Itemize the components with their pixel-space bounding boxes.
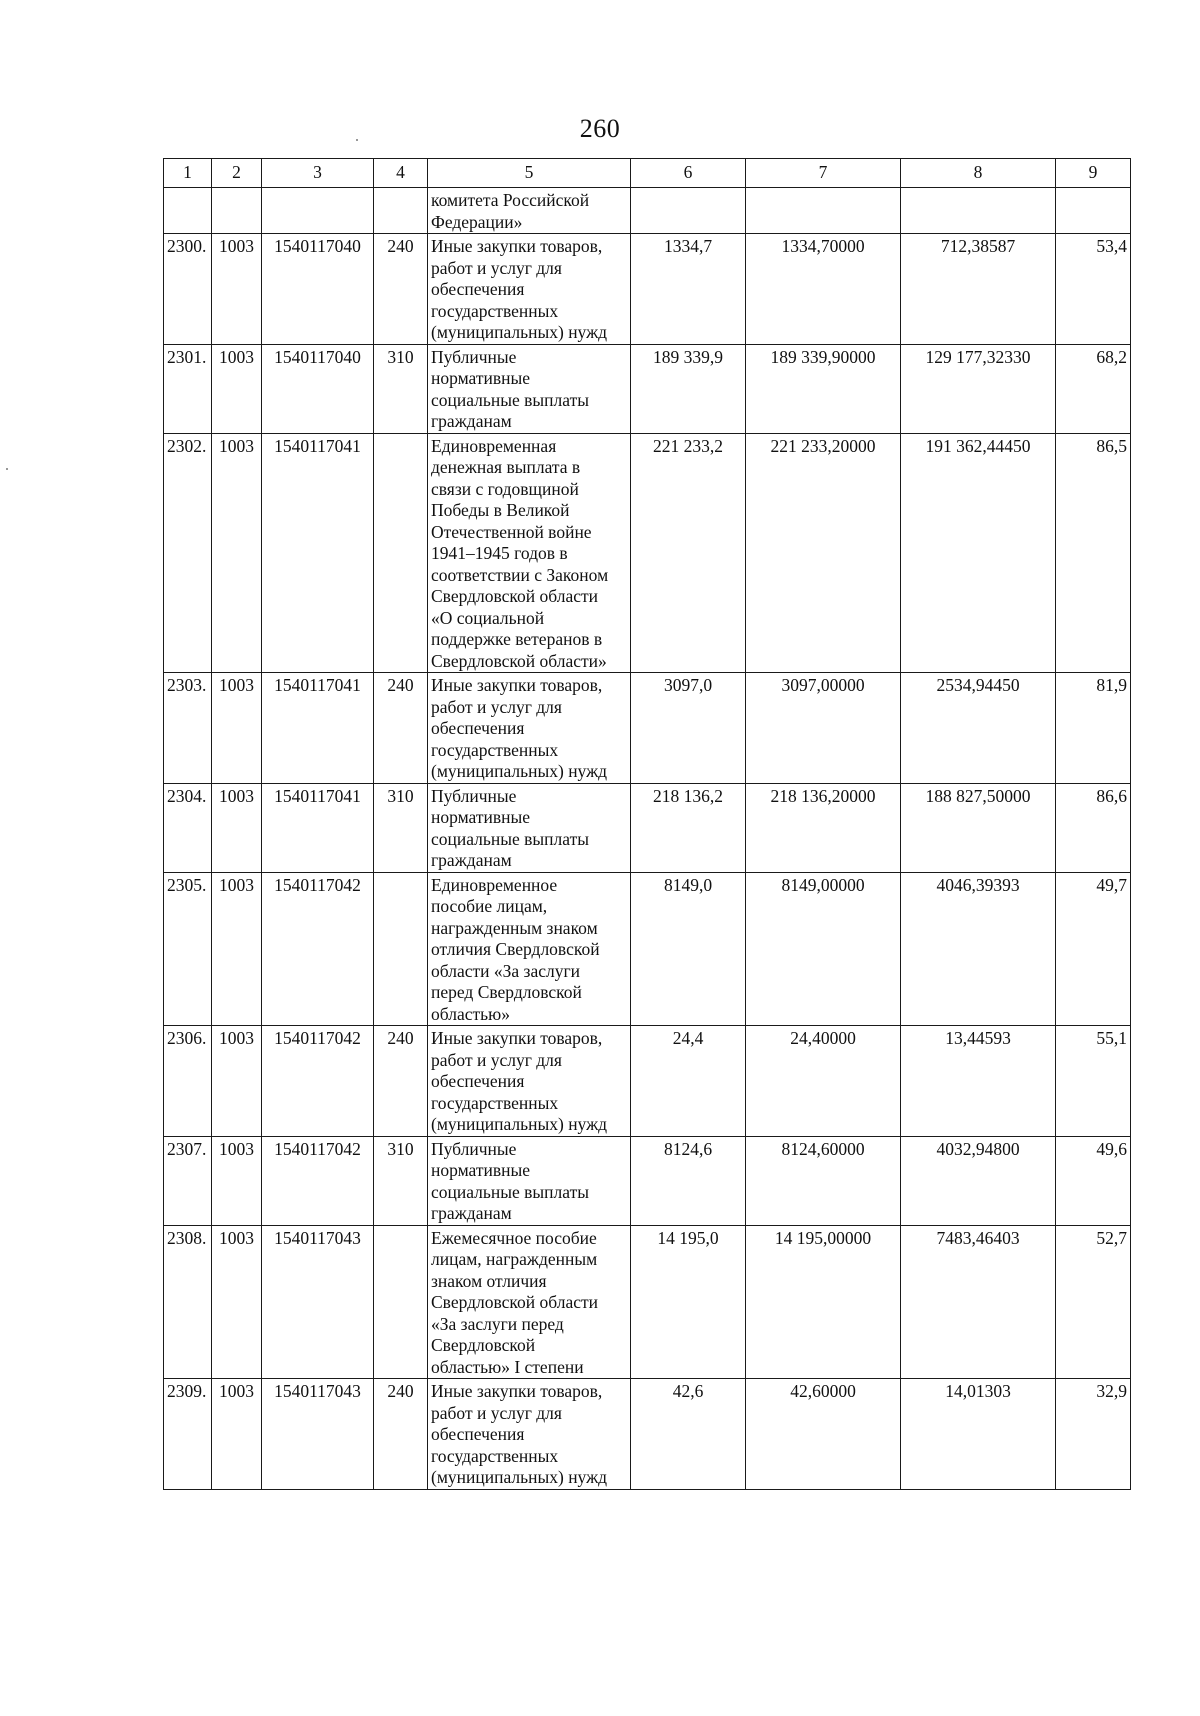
description-line: нормативные	[431, 368, 531, 388]
table-row	[164, 783, 1131, 872]
description-line: обеспечения	[431, 1424, 525, 1444]
refined-value: 42,60000	[746, 1379, 901, 1490]
description-line: гражданам	[431, 1203, 512, 1223]
description-line: гражданам	[431, 411, 512, 431]
percent-value: 49,7	[1056, 872, 1131, 1026]
description-line: социальные выплаты	[431, 389, 589, 410]
section-code: 1003	[212, 1026, 262, 1137]
description-line: областью» I степени	[431, 1356, 584, 1377]
refined-value: 1334,70000	[746, 234, 901, 345]
description-line: соответствии с Законом	[431, 564, 609, 585]
row-number: 2303.	[164, 673, 212, 784]
target-code: 1540117042	[262, 1136, 374, 1225]
table-row	[164, 344, 1131, 433]
expense-type-code: 310	[374, 783, 428, 872]
table-row	[164, 234, 1131, 345]
percent-value: 86,6	[1056, 783, 1131, 872]
description-line: Иные закупки товаров,	[431, 236, 603, 256]
header-col-2: 2	[212, 159, 262, 188]
table-row	[164, 1379, 1131, 1490]
section-code: 1003	[212, 1225, 262, 1379]
actual-value: 14,01303	[901, 1379, 1056, 1490]
description-line: работ и услуг для	[431, 1402, 562, 1423]
expense-type-code: 240	[374, 234, 428, 345]
table-row	[164, 872, 1131, 1026]
actual-value	[901, 188, 1056, 234]
description-line: государственных	[431, 300, 559, 321]
description-line: областью»	[431, 1003, 510, 1024]
table-row	[164, 433, 1131, 673]
table-row	[164, 673, 1131, 784]
header-col-7: 7	[746, 159, 901, 188]
description-line: комитета Российской	[431, 190, 590, 210]
percent-value: 49,6	[1056, 1136, 1131, 1225]
description-line: знаком отличия	[431, 1270, 547, 1291]
section-code: 1003	[212, 673, 262, 784]
percent-value	[1056, 188, 1131, 234]
refined-value: 24,40000	[746, 1026, 901, 1137]
row-number: 2308.	[164, 1225, 212, 1379]
description	[428, 1026, 631, 1137]
description-line: Единовременное	[431, 874, 558, 895]
description-line: гражданам	[431, 850, 512, 870]
description-line: перед Свердловской	[431, 982, 582, 1002]
header-col-1: 1	[164, 159, 212, 188]
description-line: Единовременная	[431, 435, 557, 456]
description	[428, 234, 631, 345]
description-line: поддержке ветеранов в	[431, 629, 603, 649]
description-line: Иные закупки товаров,	[431, 1028, 603, 1048]
description-line: Отечественной войне	[431, 521, 592, 542]
header-col-5: 5	[428, 159, 631, 188]
refined-value: 14 195,00000	[746, 1225, 901, 1379]
description-line: Публичные	[431, 346, 517, 367]
target-code: 1540117040	[262, 344, 374, 433]
section-code: 1003	[212, 783, 262, 872]
section-code: 1003	[212, 234, 262, 345]
description-line: социальные выплаты	[431, 1181, 589, 1202]
description-line: 1941–1945 годов в	[431, 543, 568, 563]
description-line: государственных	[431, 1445, 559, 1466]
section-code: 1003	[212, 344, 262, 433]
target-code: 1540117040	[262, 234, 374, 345]
actual-value: 4032,94800	[901, 1136, 1056, 1225]
header-col-8: 8	[901, 159, 1056, 188]
target-code: 1540117042	[262, 1026, 374, 1137]
expense-type-code	[374, 1225, 428, 1379]
actual-value: 13,44593	[901, 1026, 1056, 1137]
plan-value: 1334,7	[631, 234, 746, 345]
description-line: «О социальной	[431, 607, 545, 628]
percent-value: 86,5	[1056, 433, 1131, 673]
plan-value: 42,6	[631, 1379, 746, 1490]
header-col-4: 4	[374, 159, 428, 188]
description-line: Публичные	[431, 1138, 517, 1159]
description-line: обеспечения	[431, 718, 525, 738]
description-line: государственных	[431, 739, 559, 760]
description-line: награжденным знаком	[431, 917, 598, 938]
expense-type-code	[374, 188, 428, 234]
row-number: 2304.	[164, 783, 212, 872]
plan-value: 218 136,2	[631, 783, 746, 872]
description	[428, 344, 631, 433]
description-line: связи с годовщиной	[431, 478, 579, 499]
plan-value: 24,4	[631, 1026, 746, 1137]
refined-value: 8124,60000	[746, 1136, 901, 1225]
description-line: Свердловской области»	[431, 650, 607, 671]
plan-value: 3097,0	[631, 673, 746, 784]
target-code: 1540117041	[262, 673, 374, 784]
row-number: 2305.	[164, 872, 212, 1026]
description-line: нормативные	[431, 1160, 531, 1180]
actual-value: 191 362,44450	[901, 433, 1056, 673]
refined-value: 8149,00000	[746, 872, 901, 1026]
row-number: 2309.	[164, 1379, 212, 1490]
header-col-3: 3	[262, 159, 374, 188]
percent-value: 55,1	[1056, 1026, 1131, 1137]
description	[428, 188, 631, 234]
target-code: 1540117042	[262, 872, 374, 1026]
expense-type-code: 310	[374, 1136, 428, 1225]
description-line: Иные закупки товаров,	[431, 675, 603, 695]
percent-value: 53,4	[1056, 234, 1131, 345]
plan-value: 8124,6	[631, 1136, 746, 1225]
row-number: 2302.	[164, 433, 212, 673]
table-row	[164, 1225, 1131, 1379]
description-line: государственных	[431, 1092, 559, 1113]
budget-table	[163, 158, 1131, 1490]
description	[428, 783, 631, 872]
plan-value: 8149,0	[631, 872, 746, 1026]
section-code: 1003	[212, 1379, 262, 1490]
plan-value: 14 195,0	[631, 1225, 746, 1379]
description-line: работ и услуг для	[431, 1049, 562, 1070]
description-line: обеспечения	[431, 1071, 525, 1091]
row-number: 2301.	[164, 344, 212, 433]
refined-value: 221 233,20000	[746, 433, 901, 673]
description-line: отличия Свердловской	[431, 939, 600, 959]
description-line: Свердловской области	[431, 586, 599, 606]
description	[428, 1225, 631, 1379]
plan-value: 221 233,2	[631, 433, 746, 673]
description-line: Федерации»	[431, 211, 523, 232]
table-body	[164, 188, 1131, 1490]
target-code: 1540117043	[262, 1225, 374, 1379]
description-line: (муниципальных) нужд	[431, 1467, 608, 1487]
description-line: работ и услуг для	[431, 257, 562, 278]
description-line: лицам, награжденным	[431, 1249, 598, 1269]
refined-value: 218 136,20000	[746, 783, 901, 872]
description-line: Свердловской области	[431, 1292, 599, 1312]
section-code	[212, 188, 262, 234]
description	[428, 673, 631, 784]
target-code: 1540117041	[262, 783, 374, 872]
refined-value: 189 339,90000	[746, 344, 901, 433]
plan-value	[631, 188, 746, 234]
description-line: Публичные	[431, 785, 517, 806]
header-col-6: 6	[631, 159, 746, 188]
target-code: 1540117041	[262, 433, 374, 673]
description-line: «За заслуги перед	[431, 1313, 564, 1334]
description-line: работ и услуг для	[431, 696, 562, 717]
actual-value: 712,38587	[901, 234, 1056, 345]
description-line: Иные закупки товаров,	[431, 1381, 603, 1401]
percent-value: 81,9	[1056, 673, 1131, 784]
expense-type-code: 240	[374, 673, 428, 784]
description-line: (муниципальных) нужд	[431, 761, 608, 781]
description-line: Ежемесячное пособие	[431, 1227, 597, 1248]
row-number	[164, 188, 212, 234]
description	[428, 433, 631, 673]
table-row	[164, 188, 1131, 234]
section-code: 1003	[212, 433, 262, 673]
page-number: 260	[579, 114, 621, 143]
description	[428, 1136, 631, 1225]
percent-value: 52,7	[1056, 1225, 1131, 1379]
row-number: 2306.	[164, 1026, 212, 1137]
percent-value: 68,2	[1056, 344, 1131, 433]
description-line: социальные выплаты	[431, 828, 589, 849]
description	[428, 872, 631, 1026]
description-line: Свердловской	[431, 1335, 536, 1355]
refined-value	[746, 188, 901, 234]
percent-value: 32,9	[1056, 1379, 1131, 1490]
scan-speck	[356, 139, 358, 141]
table-header-row	[164, 159, 1131, 188]
description-line: нормативные	[431, 807, 531, 827]
expense-type-code: 310	[374, 344, 428, 433]
description-line: обеспечения	[431, 279, 525, 299]
expense-type-code: 240	[374, 1026, 428, 1137]
section-code: 1003	[212, 1136, 262, 1225]
expense-type-code	[374, 872, 428, 1026]
table-row	[164, 1026, 1131, 1137]
description	[428, 1379, 631, 1490]
row-number: 2307.	[164, 1136, 212, 1225]
description-line: Победы в Великой	[431, 500, 570, 520]
description-line: (муниципальных) нужд	[431, 1114, 608, 1134]
scan-speck	[6, 468, 8, 470]
refined-value: 3097,00000	[746, 673, 901, 784]
section-code: 1003	[212, 872, 262, 1026]
description-line: области «За заслуги	[431, 960, 581, 981]
description-line: (муниципальных) нужд	[431, 322, 608, 342]
table-row	[164, 1136, 1131, 1225]
expense-type-code: 240	[374, 1379, 428, 1490]
actual-value: 129 177,32330	[901, 344, 1056, 433]
description-line: денежная выплата в	[431, 457, 581, 477]
row-number: 2300.	[164, 234, 212, 345]
header-col-9: 9	[1056, 159, 1131, 188]
actual-value: 2534,94450	[901, 673, 1056, 784]
actual-value: 7483,46403	[901, 1225, 1056, 1379]
plan-value: 189 339,9	[631, 344, 746, 433]
target-code	[262, 188, 374, 234]
actual-value: 188 827,50000	[901, 783, 1056, 872]
target-code: 1540117043	[262, 1379, 374, 1490]
expense-type-code	[374, 433, 428, 673]
description-line: пособие лицам,	[431, 896, 548, 916]
actual-value: 4046,39393	[901, 872, 1056, 1026]
